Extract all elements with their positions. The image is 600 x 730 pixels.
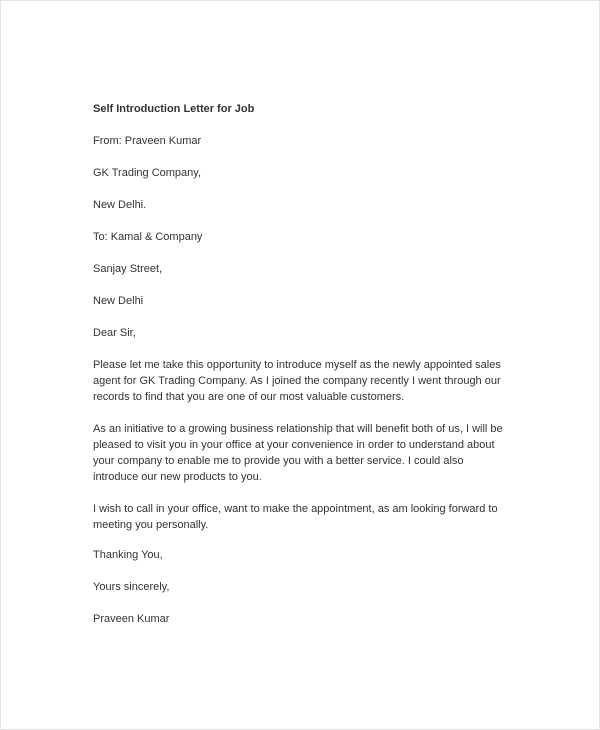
recipient-street: Sanjay Street, (93, 263, 163, 275)
paragraph-2: As an initiative to a growing business relationship that will benefit both of us, I will be pleased to visit you in your office at your convenience in order to understand about your company to enable me to provide you with a better service. I could also introduce our new products to you. (93, 423, 503, 483)
paragraph-1: Please let me take this opportunity to introduce myself as the newly appointed sales agent for GK Trading Company. As I joined the company recently I went through our records to find that you are one of our most valuable customers. (93, 359, 501, 403)
thanks-line: Thanking You, (93, 549, 163, 561)
closing-line: Yours sincerely, (93, 581, 170, 593)
letter-body (93, 101, 513, 643)
sender-name: From: Praveen Kumar (93, 135, 202, 147)
recipient-name: To: Kamal & Company (93, 231, 203, 243)
recipient-city: New Delhi (93, 295, 144, 307)
sender-company: GK Trading Company, (93, 167, 202, 179)
signature: Praveen Kumar (93, 613, 170, 625)
salutation: Dear Sir, (93, 327, 136, 339)
paragraph-3: I wish to call in your office, want to make the appointment, as am looking forward to meeting you personally. (93, 503, 498, 531)
sender-city: New Delhi. (93, 199, 147, 211)
letter-title: Self Introduction Letter for Job (93, 103, 255, 115)
